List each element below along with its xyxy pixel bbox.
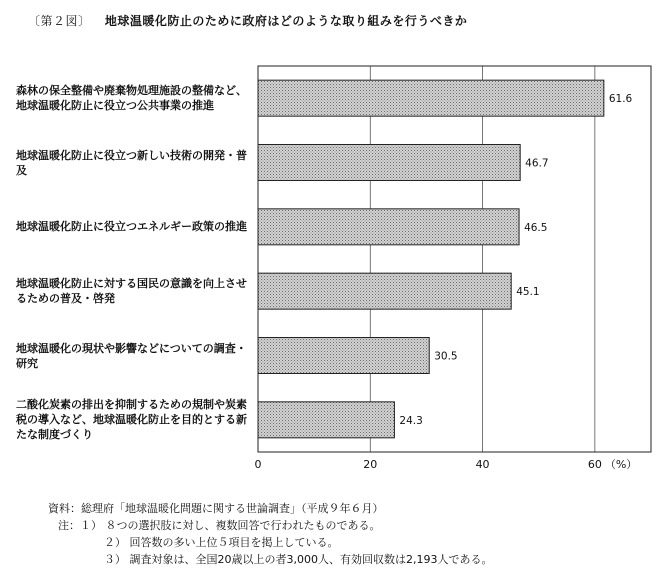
- category-label: 森林の保全整備や廃棄物処理施設の整備など、地球温暖化防止に役立つ公共事業の推進: [16, 84, 247, 113]
- category-label: 地球温暖化の現状や影響などについての調査・研究: [16, 341, 247, 370]
- note-lead: 注：１）: [58, 519, 102, 532]
- value-label: 24.3: [399, 414, 423, 427]
- note-text: 調査対象は、全国20歳以上の者3,000人、有効回収数は2,193人である。: [129, 553, 493, 566]
- category-label: 地球温暖化防止に対する国民の意識を向上させるための普及・啓発: [16, 277, 247, 306]
- bar: [258, 338, 429, 374]
- x-tick-label: 20: [363, 458, 378, 471]
- plot-frame: [258, 66, 651, 452]
- value-label: 46.5: [524, 221, 548, 234]
- source-note: 資料：総理府「地球温暖化問題に関する世論調査」（平成９年６月）: [48, 502, 384, 515]
- bar: [258, 402, 394, 438]
- bar: [258, 145, 520, 181]
- category-label: 地球温暖化防止に役立つ新しい技術の開発・普及: [16, 148, 247, 177]
- value-label: 45.1: [516, 286, 540, 299]
- note-item-3: [48, 551, 492, 568]
- note-lead: ３）: [104, 553, 126, 566]
- figure-label: 〔第２図〕: [28, 14, 91, 28]
- note-item-1: [48, 517, 492, 534]
- value-label: 61.6: [608, 93, 633, 106]
- note-lead: ２）: [104, 536, 126, 549]
- value-label: 30.5: [434, 350, 458, 363]
- value-label: 46.7: [525, 157, 549, 170]
- x-tick-label: 0: [254, 458, 262, 471]
- bar: [258, 273, 511, 309]
- notes: [48, 500, 492, 568]
- x-tick-label: 60: [587, 458, 602, 471]
- note-item-2: [48, 534, 492, 551]
- note-text: ８つの選択肢に対し、複数回答で行われたものである。: [105, 519, 381, 532]
- note-text: 回答数の多い上位５項目を掲上している。: [129, 536, 339, 549]
- bar: [258, 209, 519, 245]
- x-unit-label: （%）: [604, 458, 638, 471]
- x-tick-label: 40: [475, 458, 490, 471]
- category-label: 地球温暖化防止に役立つエネルギー政策の推進: [16, 220, 247, 234]
- category-label: 二酸化炭素の排出を抑制するための規制や炭素税の導入など、地球温暖化防止を目的とする新たな制度づくり: [16, 398, 247, 442]
- bar: [258, 80, 604, 116]
- figure-heading: 地球温暖化防止のために政府はどのような取り組みを行うべきか: [104, 14, 468, 28]
